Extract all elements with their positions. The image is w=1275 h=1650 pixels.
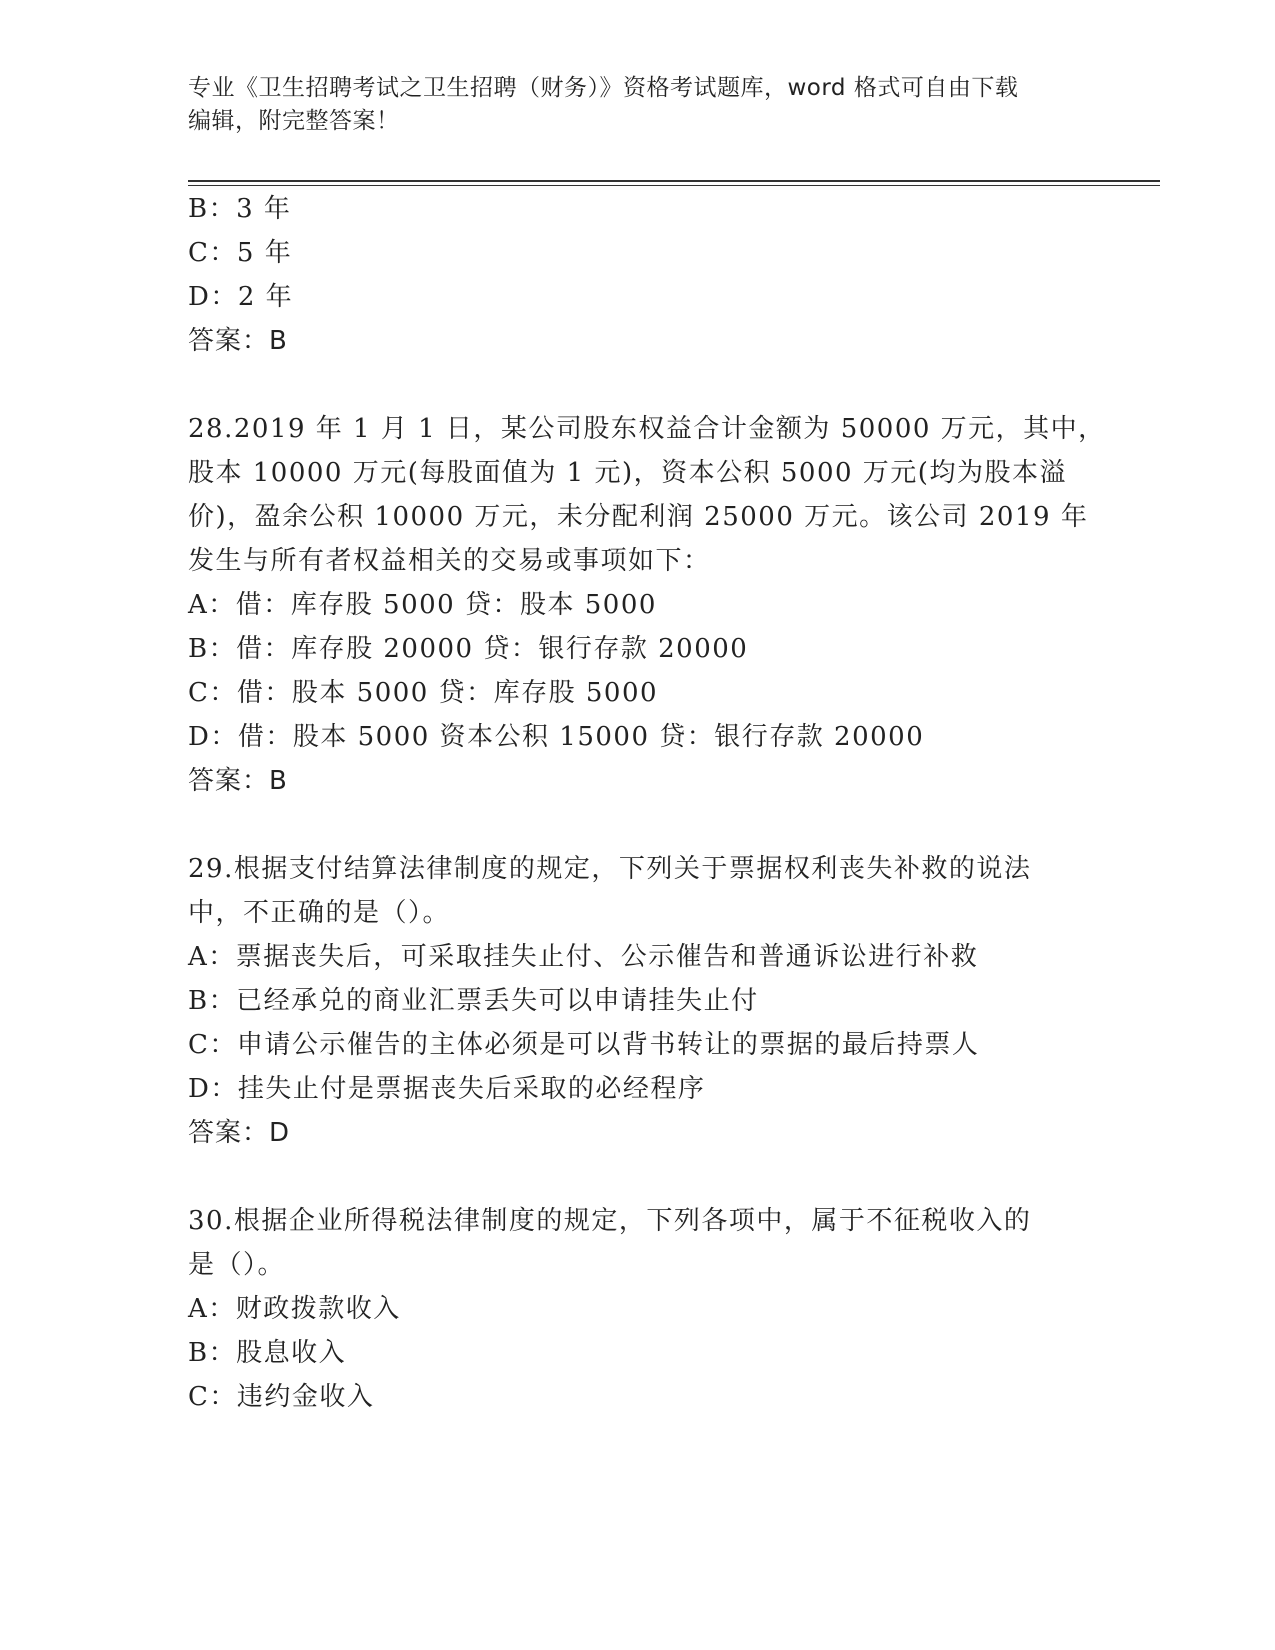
option-b: B：已经承兑的商业汇票丢失可以申请挂失止付 [188, 986, 759, 1016]
header-divider-thin [188, 185, 1160, 186]
question-30-stem-line: 30.根据企业所得税法律制度的规定，下列各项中，属于不征税收入的 [188, 1206, 1032, 1236]
option-d: D：借：股本 5000 资本公积 15000 贷：银行存款 20000 [188, 722, 925, 752]
question-28-stem-line: 发生与所有者权益相关的交易或事项如下： [188, 546, 711, 576]
option-a: A：借：库存股 5000 贷：股本 5000 [188, 590, 657, 620]
option-a: A：票据丧失后，可采取挂失止付、公示催告和普通诉讼进行补救 [188, 942, 979, 972]
page-header [188, 72, 1088, 138]
answer-label: 答案：B [188, 766, 288, 796]
option-c: C：申请公示催告的主体必须是可以背书转让的票据的最后持票人 [188, 1030, 980, 1060]
question-29-stem-line: 29.根据支付结算法律制度的规定，下列关于票据权利丧失补救的说法 [188, 854, 1032, 884]
question-29-stem-line: 中，不正确的是（）。 [188, 898, 451, 928]
question-28-stem-line: 价)，盈余公积 10000 万元，未分配利润 25000 万元。该公司 2019 年 [188, 502, 1089, 532]
header-line-2: 编辑，附完整答案！ [188, 108, 400, 134]
question-28-stem-line: 28.2019 年 1 月 1 日，某公司股东权益合计金额为 50000 万元，其中， [188, 414, 1106, 444]
question-30-stem-line: 是（）。 [188, 1250, 286, 1280]
option-d: D：2 年 [188, 282, 294, 312]
answer-label: 答案：B [188, 326, 288, 356]
option-d: D：挂失止付是票据丧失后采取的必经程序 [188, 1074, 706, 1104]
option-c: C：5 年 [188, 238, 293, 268]
option-c: C：违约金收入 [188, 1382, 375, 1412]
option-b: B：股息收入 [188, 1338, 347, 1368]
option-c: C：借：股本 5000 贷：库存股 5000 [188, 678, 659, 708]
option-a: A：财政拨款收入 [188, 1294, 401, 1324]
question-28-stem-line: 股本 10000 万元(每股面值为 1 元)，资本公积 5000 万元(均为股本溢 [188, 458, 1067, 488]
header-line-1: 专业《卫生招聘考试之卫生招聘（财务）》资格考试题库，word 格式可自由下载 [188, 75, 1019, 101]
option-b: B：借：库存股 20000 贷：银行存款 20000 [188, 634, 749, 664]
answer-label: 答案：D [188, 1118, 291, 1148]
option-b: B：3 年 [188, 194, 292, 224]
header-divider [188, 180, 1160, 182]
